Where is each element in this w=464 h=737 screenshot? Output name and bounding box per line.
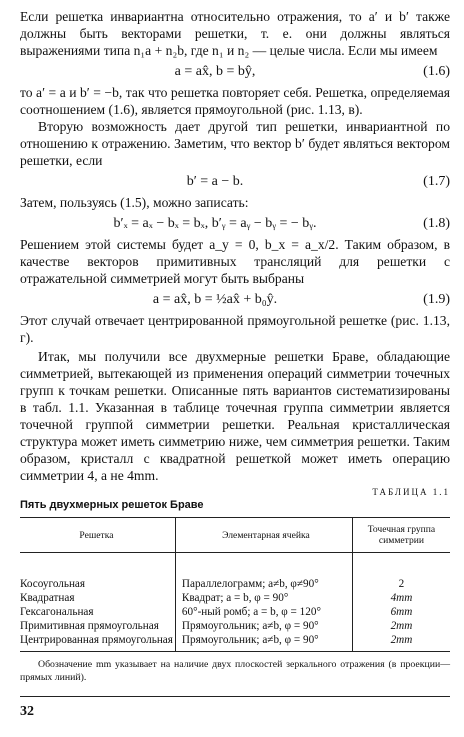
equation-1-9: [20, 290, 450, 310]
cell-description: Прямоугольник; a≠b, φ = 90°: [175, 619, 352, 633]
point-group: 2mm: [390, 634, 413, 646]
header-point-group: Точечная группа симметрии: [367, 524, 436, 546]
page-rule: [20, 696, 450, 697]
lattice-name: Примитивная прямоугольная: [20, 620, 159, 632]
lattice-name: Косоугольная: [20, 578, 86, 590]
equation-number: (1.6): [423, 64, 450, 79]
equation-body: b′ₓ = aₓ − bₓ = bₓ, b′ᵧ = aᵧ − bᵧ = − bᵧ.: [113, 216, 317, 231]
point-group: 2mm: [390, 620, 413, 632]
table-row: [20, 633, 450, 652]
cell-description: 60°-ный ромб; a = b, φ = 120°: [175, 605, 352, 619]
paragraph-4: Затем, пользуясь (1.5), можно записать:: [20, 195, 249, 210]
paragraph-3: Вторую возможность дает другой тип решетки, инвариантной по отношению к отражению. Заметим, что вектор b′ будет являться вектором решетки, если: [20, 119, 450, 168]
table-title: Пять двухмерных решеток Браве: [20, 499, 204, 511]
table-header-row: [20, 518, 450, 553]
header-lattice: Решетка: [79, 529, 114, 541]
table-footnote: Обозначение mm указывает на наличие двух плоскостей зеркального отражения (в проекции—прямых линий).: [20, 659, 450, 683]
page-number: 32: [20, 704, 34, 719]
equation-1-7: [20, 172, 450, 192]
equation-number: (1.8): [423, 216, 450, 231]
equation-number: (1.7): [423, 174, 450, 189]
paragraph-5: Решением этой системы будет a_y = 0, b_x = a_x/2. Таким образом, в качестве векторов примитивных трансляций для решетки с отражательной симметрией могут быть выбраны: [20, 237, 450, 286]
equation-number: (1.9): [423, 292, 450, 307]
point-group: 4mm: [390, 592, 413, 604]
equation-body: b′ = a − b.: [186, 174, 244, 189]
cell-description: Параллелограмм; a≠b, φ≠90°: [175, 553, 352, 592]
table-row: [20, 619, 450, 633]
point-group: 2: [398, 578, 405, 590]
equation-1-8: [20, 214, 450, 234]
lattice-name: Гексагональная: [20, 606, 94, 618]
cell-description: Прямоугольник; a≠b, φ = 90°: [175, 633, 352, 652]
cell-description: Квадрат; a = b, φ = 90°: [175, 591, 352, 605]
table-row: [20, 591, 450, 605]
paragraph-2: то a′ = a и b′ = −b, так что решетка повторяет себя. Решетка, определяемая соотношением (1.6), является прямоугольной (рис. 1.13, в).: [20, 85, 450, 117]
equation-body: a = ax̂, b = bŷ,: [174, 64, 256, 79]
paragraph-7: Итак, мы получили все двухмерные решетки Браве, обладающие симметрией, вытекающей из применения операций симметрии точечных групп к точкам решетки. Описанные пять вариантов систематизированы в табл. 1.1. Указанная в таблице точечная группа симметрии является точечной группой симметрии решетки. Реальная кристаллическая структура может иметь симметрию ниже, чем симметрия решетки. Таким образом, кристалл с квадратной решеткой может иметь операцию симметрии 4, а не 4mm.: [20, 349, 450, 483]
page-content: [20, 8, 450, 684]
bravais-lattices-table: [20, 517, 450, 652]
table-label: ТАБЛИЦА 1.1: [372, 487, 450, 497]
lattice-name: Центрированная прямоугольная: [20, 634, 173, 646]
paragraph-1: Если решетка инвариантна относительно отражения, то a′ и b′ также должны быть векторами решетки, т. е. они должны являться выражениями типа n₁a + n₂b, где n₁ и n₂ — целые числа. Если мы имеем: [20, 9, 450, 58]
table-row: [20, 553, 450, 592]
equation-1-6: [20, 62, 450, 82]
header-cell: Элементарная ячейка: [175, 518, 352, 553]
point-group: 6mm: [390, 606, 413, 618]
paragraph-6: Этот случай отвечает центрированной прямоугольной решетке (рис. 1.13, г).: [20, 313, 450, 345]
lattice-name: Квадратная: [20, 592, 75, 604]
table-row: [20, 605, 450, 619]
equation-body: a = ax̂, b = ½ax̂ + b₀ŷ.: [152, 292, 278, 307]
